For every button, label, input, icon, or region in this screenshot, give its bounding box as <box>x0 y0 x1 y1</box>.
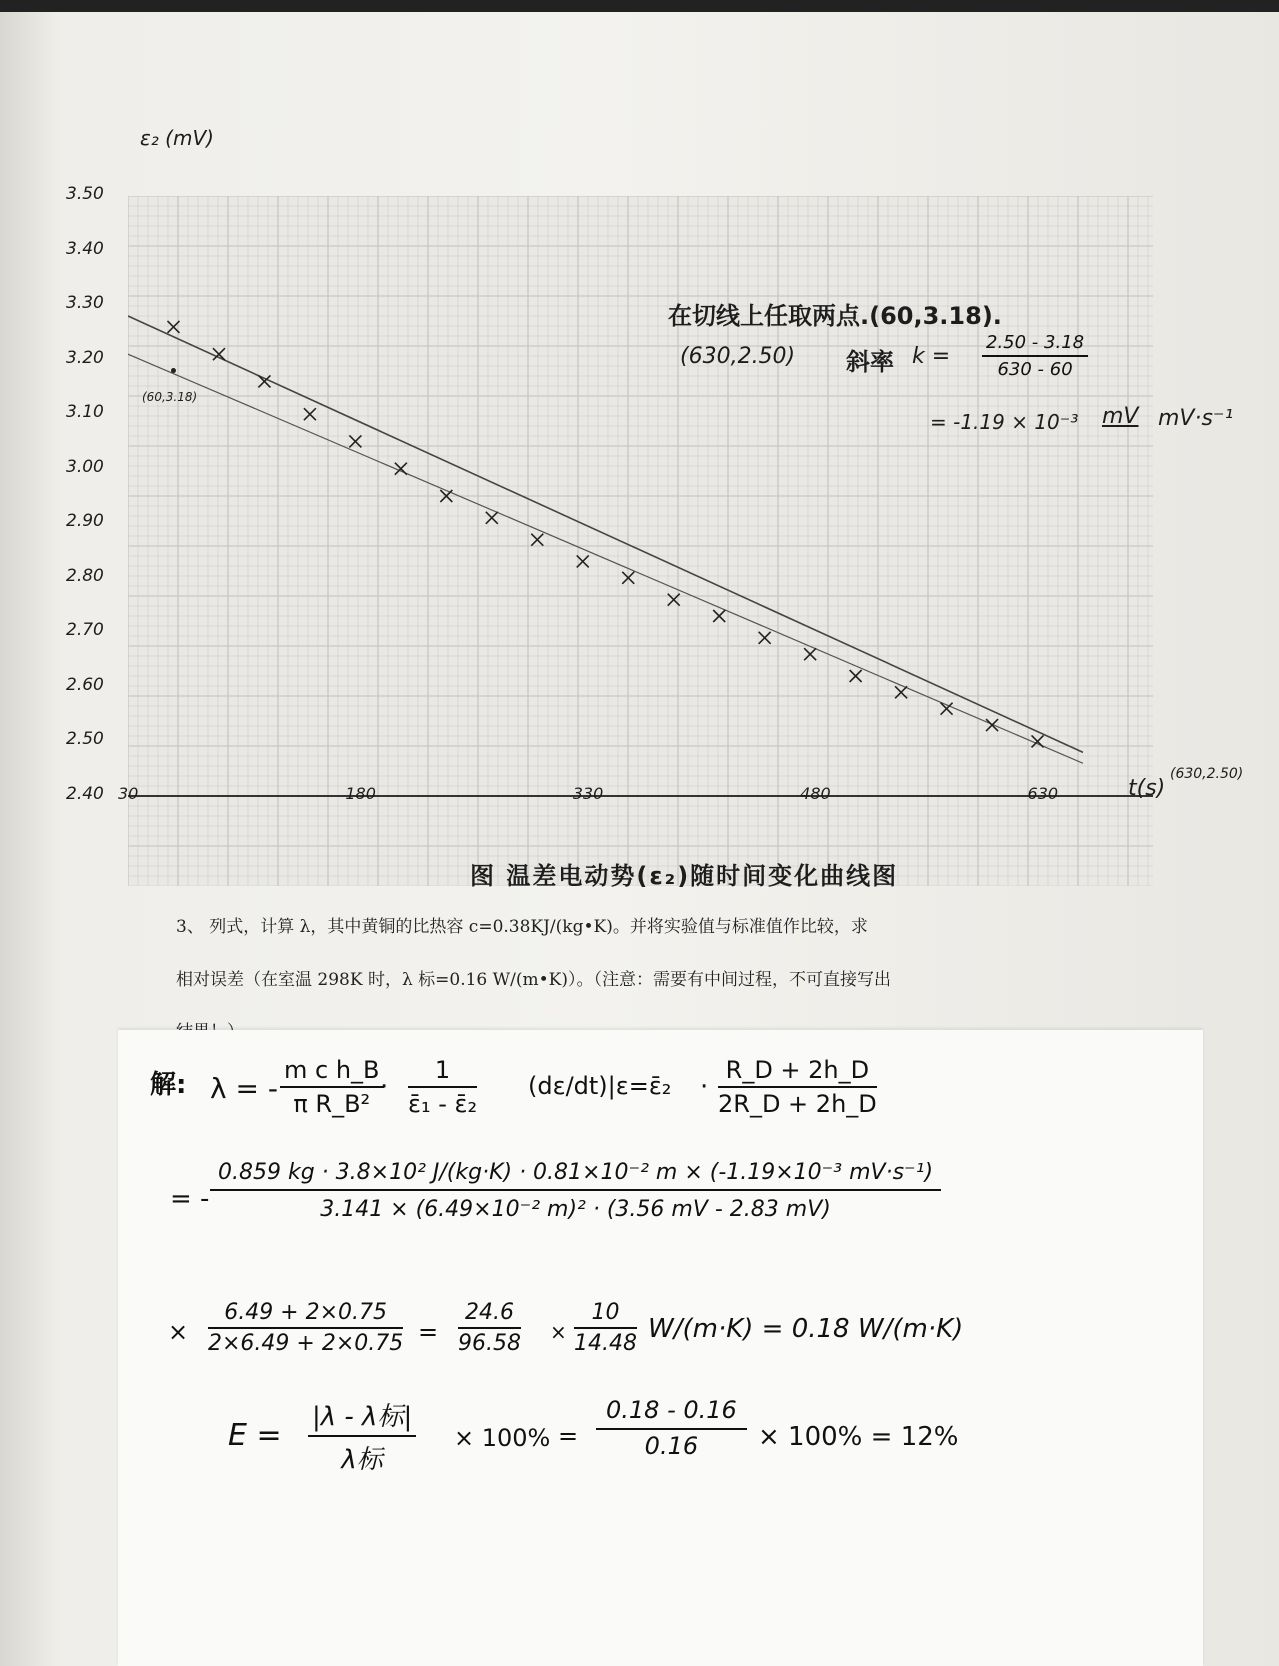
error-equals: = <box>558 1422 579 1450</box>
eq3-f3-num: 10 <box>574 1300 637 1329</box>
y-tick-label: 3.50 <box>66 184 104 204</box>
annotation-k-lhs: k = <box>912 344 951 369</box>
annotation-k-struck-unit: mV <box>1102 404 1139 429</box>
eq3-fraction-1 <box>208 1300 403 1356</box>
eq2-numerator: 0.859 kg · 3.8×10² J/(kg·K) · 0.81×10⁻² m × (-1.19×10⁻³ mV·s⁻¹) <box>210 1160 941 1191</box>
x-tick-label: 630 <box>1027 784 1059 803</box>
fraction-one-num: 1 <box>408 1056 477 1088</box>
eq3-f3-den: 14.48 <box>574 1331 637 1356</box>
x-tick-label: 180 <box>345 784 376 803</box>
data-point <box>804 648 816 660</box>
y-tick-label: 2.40 <box>66 784 104 804</box>
eq3-f1-num: 6.49 + 2×0.75 <box>208 1300 403 1329</box>
annotation-k-fraction <box>982 332 1088 380</box>
y-tick-label: 2.90 <box>66 511 104 532</box>
y-axis-label: ε₂ (mV) <box>140 126 214 150</box>
chart-caption: 图 温差电动势(ε₂)随时间变化曲线图 <box>470 862 899 890</box>
y-tick-label: 2.50 <box>66 729 104 750</box>
answer-sheet <box>118 1030 1203 1666</box>
point-label-1: (60,3.18) <box>142 390 198 404</box>
data-point <box>304 408 316 420</box>
point-label-2: (630,2.50) <box>1170 766 1244 782</box>
eq2-denominator: 3.141 × (6.49×10⁻² m)² · (3.56 mV - 2.83 mV) <box>320 1197 831 1222</box>
error-f1-num: |λ - λ标| <box>308 1396 416 1437</box>
x-axis-label: t(s) <box>1128 776 1166 801</box>
error-f2-num: 0.18 - 0.16 <box>596 1396 747 1430</box>
y-tick-label: 3.40 <box>66 238 104 259</box>
eq3-fraction-3 <box>574 1300 637 1356</box>
fraction-mch-over-piR2 <box>280 1056 384 1118</box>
annotation-line1: 在切线上任取两点.(60,3.18). <box>668 302 1002 330</box>
y-tick-label: 3.10 <box>66 402 104 423</box>
question-line-2: 相对误差（在室温 298K 时，λ 标=0.16 W/(m•K)）。（注意：需要有中间过程，不可直接写出 <box>176 970 891 990</box>
solution-label: 解: <box>150 1070 187 1100</box>
k-denominator: 630 - 60 <box>997 359 1073 380</box>
data-point <box>759 632 771 644</box>
data-point <box>258 375 270 387</box>
error-fraction-2 <box>596 1396 747 1460</box>
data-point <box>486 512 498 524</box>
error-percent-1: × 100% <box>454 1424 551 1452</box>
eq3-f2-num: 24.6 <box>458 1300 521 1329</box>
eq3-fraction-2 <box>458 1300 521 1356</box>
y-tick-label: 3.20 <box>66 347 104 368</box>
question-line-1: 3、 列式，计算 λ，其中黄铜的比热容 c=0.38KJ/(kg•K)。并将实验值与标准值作比较，求 <box>176 917 868 937</box>
error-f1-den: λ标 <box>341 1445 383 1475</box>
dot-1: · <box>380 1072 389 1102</box>
fraction-geometry-num: R_D + 2h_D <box>718 1056 877 1088</box>
eq3-result: W/(m·K) = 0.18 W/(m·K) <box>648 1314 964 1344</box>
eq3-f2-den: 96.58 <box>458 1331 521 1356</box>
eq3-f1-den: 2×6.49 + 2×0.75 <box>208 1331 404 1356</box>
eq2-fraction <box>210 1160 941 1222</box>
fit-line <box>128 316 1083 752</box>
lambda-equals: λ = - <box>210 1072 278 1105</box>
k-numerator: 2.50 - 3.18 <box>982 332 1088 357</box>
error-result: × 100% = 12% <box>758 1422 959 1452</box>
error-f2-den: 0.16 <box>644 1432 699 1460</box>
eq3-equals: = <box>418 1318 439 1346</box>
y-tick-label: 3.30 <box>66 293 104 314</box>
eq2-prefix: = - <box>170 1184 210 1214</box>
y-tick-label: 3.00 <box>66 456 104 477</box>
annotation-k-result: = -1.19 × 10⁻³ <box>930 410 1079 434</box>
eq3-times: × <box>168 1318 189 1346</box>
tangent-point-1 <box>171 368 176 373</box>
annotation-k-unit: mV·s⁻¹ <box>1158 406 1234 431</box>
y-tick-label: 2.60 <box>66 674 104 695</box>
data-point <box>531 534 543 546</box>
y-tick-label: 2.70 <box>66 620 104 641</box>
y-tick-label: 2.80 <box>66 565 104 586</box>
x-tick-label: 480 <box>800 784 831 803</box>
annotation-line2a: (630,2.50) <box>680 344 796 369</box>
fraction-one-over-eps-diff <box>408 1056 477 1118</box>
top-edge <box>0 0 1279 12</box>
fraction-geometry-den: 2R_D + 2h_D <box>718 1090 877 1118</box>
fraction-mch-den: π R_B² <box>293 1090 371 1118</box>
error-fraction-1 <box>308 1396 416 1476</box>
x-tick-label: 330 <box>572 784 604 803</box>
eq3-times-2: × <box>550 1320 567 1344</box>
error-lhs: E = <box>228 1418 282 1453</box>
derivative-term: (dε/dt)|ε=ε̄₂ <box>528 1072 672 1100</box>
fraction-mch-num: m c h_B <box>280 1056 384 1088</box>
x-tick-label: 30 <box>118 784 139 803</box>
annotation-slope-word: 斜率 <box>846 348 894 376</box>
dot-2: · <box>700 1072 709 1102</box>
fraction-geometry <box>718 1056 877 1118</box>
fraction-eps-den: ε̄₁ - ε̄₂ <box>408 1090 478 1118</box>
